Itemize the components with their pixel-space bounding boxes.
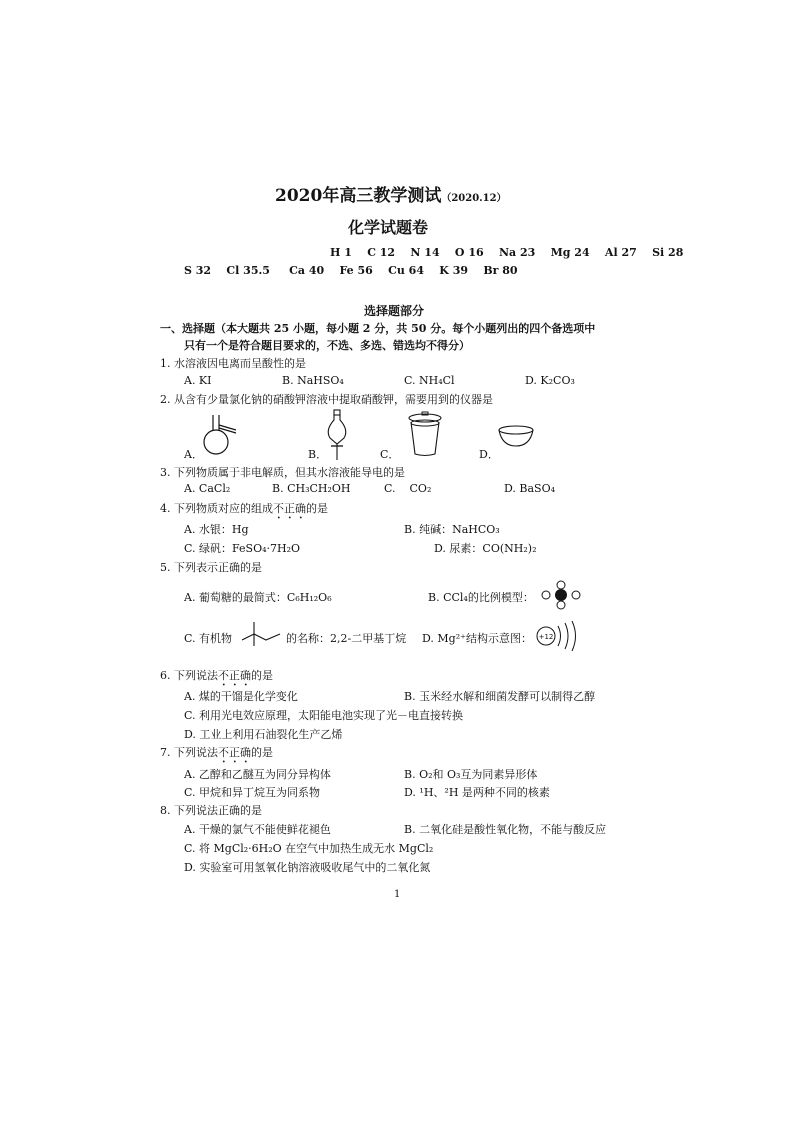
q1-option-b: B. NaHSO₄ xyxy=(282,374,344,387)
q6-stem-pre: 6. 下列说法 xyxy=(160,669,218,682)
q3-stem: 3. 下列物质属于非电解质，但其水溶液能导电的是 xyxy=(160,466,405,479)
q5-option-b: B. CCl₄的比例模型： xyxy=(428,591,534,604)
section-instruction-1: 一、选择题（本大题共 25 小题，每小题 2 分，共 50 分。每个小题列出的四个备选项中 xyxy=(160,322,596,335)
q6-stem xyxy=(160,667,273,689)
q7-stem-post: 的是 xyxy=(251,746,273,759)
q4-option-a: A. 水银：Hg xyxy=(184,523,249,536)
q6-option-a: A. 煤的干馏是化学变化 xyxy=(184,690,298,703)
q1-option-d: D. K₂CO₃ xyxy=(525,374,575,387)
q4-option-c: C. 绿矾：FeSO₄·7H₂O xyxy=(184,542,301,555)
q8-option-b: B. 二氧化硅是酸性氧化物，不能与酸反应 xyxy=(404,823,607,836)
page-number: 1 xyxy=(394,889,401,900)
mg-ion-structure-diagram-icon xyxy=(534,620,580,652)
exam-title xyxy=(275,181,507,206)
q4-option-b: B. 纯碱：NaHCO₃ xyxy=(404,523,500,536)
q5-option-c-post: 的名称：2,2-二甲基丁烷 xyxy=(286,632,407,645)
q7-stem xyxy=(160,744,273,766)
dimethylbutane-skeletal-formula-icon xyxy=(240,620,284,648)
mg-ion-nucleus-label: +12 xyxy=(538,633,554,641)
q6-stem-post: 的是 xyxy=(251,669,273,682)
q5-option-c-pre: C. 有机物 xyxy=(184,632,233,645)
q2-option-c: C． xyxy=(380,448,400,461)
crucible-icon xyxy=(406,410,444,458)
q6-stem-emphasis: 不正确 xyxy=(218,669,251,682)
atomic-masses-line1: H 1 C 12 N 14 O 16 Na 23 Mg 24 Al 27 Si 28 xyxy=(330,246,684,259)
q3-option-d: D. BaSO₄ xyxy=(504,482,556,495)
q7-stem-pre: 7. 下列说法 xyxy=(160,746,218,759)
q8-option-d: D. 实验室可用氢氧化钠溶液吸收尾气中的二氧化氮 xyxy=(184,861,431,874)
round-bottom-flask-icon xyxy=(198,412,244,458)
q1-option-c: C. NH₄Cl xyxy=(404,374,455,387)
q7-option-a: A. 乙醇和乙醚互为同分异构体 xyxy=(184,768,331,781)
section-instruction-2: 只有一个是符合题目要求的，不选、多选、错选均不得分） xyxy=(184,339,470,352)
q8-option-a: A. 干燥的氯气不能使鲜花褪色 xyxy=(184,823,331,836)
q5-option-a: A. 葡萄糖的最简式：C₆H₁₂O₆ xyxy=(184,591,332,604)
section-title: 选择题部分 xyxy=(364,304,425,318)
exam-date: （2020.12） xyxy=(441,193,507,204)
q2-option-d: D． xyxy=(479,448,499,461)
q7-stem-emphasis: 不正确 xyxy=(218,746,251,759)
q4-stem-emphasis: 不正确 xyxy=(273,502,306,515)
q5-option-d: D. Mg²⁺结构示意图： xyxy=(422,632,532,645)
q8-stem: 8. 下列说法正确的是 xyxy=(160,804,262,817)
paper-subtitle: 化学试题卷 xyxy=(348,218,429,237)
q7-option-b: B. O₂和 O₃互为同素异形体 xyxy=(404,768,538,781)
exam-title-text: 2020年高三教学测试 xyxy=(275,186,442,206)
ccl4-space-filling-model-icon xyxy=(541,580,581,610)
q2-option-a: A． xyxy=(184,448,203,461)
q2-option-b: B． xyxy=(308,448,328,461)
q7-option-d: D. ¹H、²H 是两种不同的核素 xyxy=(404,786,550,799)
q5-stem: 5. 下列表示正确的是 xyxy=(160,561,262,574)
q6-option-b: B. 玉米经水解和细菌发酵可以制得乙醇 xyxy=(404,690,596,703)
separatory-funnel-icon xyxy=(322,408,352,462)
q1-stem: 1. 水溶液因电离而呈酸性的是 xyxy=(160,357,306,370)
q2-stem: 2. 从含有少量氯化钠的硝酸钾溶液中提取硝酸钾，需要用到的仪器是 xyxy=(160,393,493,406)
q6-option-d: D. 工业上利用石油裂化生产乙烯 xyxy=(184,728,343,741)
q1-option-a: A. KI xyxy=(184,374,212,387)
q4-stem xyxy=(160,500,328,522)
q4-stem-pre: 4. 下列物质对应的组成 xyxy=(160,502,273,515)
q8-option-c: C. 将 MgCl₂·6H₂O 在空气中加热生成无水 MgCl₂ xyxy=(184,842,434,855)
q4-stem-post: 的是 xyxy=(306,502,328,515)
evaporating-dish-icon xyxy=(496,424,536,450)
atomic-masses-line2: S 32 Cl 35.5 Ca 40 Fe 56 Cu 64 K 39 Br 80 xyxy=(184,264,518,277)
q4-option-d: D. 尿素：CO(NH₂)₂ xyxy=(434,542,537,555)
q3-option-c: C. CO₂ xyxy=(384,482,432,495)
q3-option-a: A. CaCl₂ xyxy=(184,482,231,495)
q3-option-b: B. CH₃CH₂OH xyxy=(272,482,351,495)
q7-option-c: C. 甲烷和异丁烷互为同系物 xyxy=(184,786,321,799)
q6-option-c: C. 利用光电效应原理，太阳能电池实现了光－电直接转换 xyxy=(184,709,464,722)
